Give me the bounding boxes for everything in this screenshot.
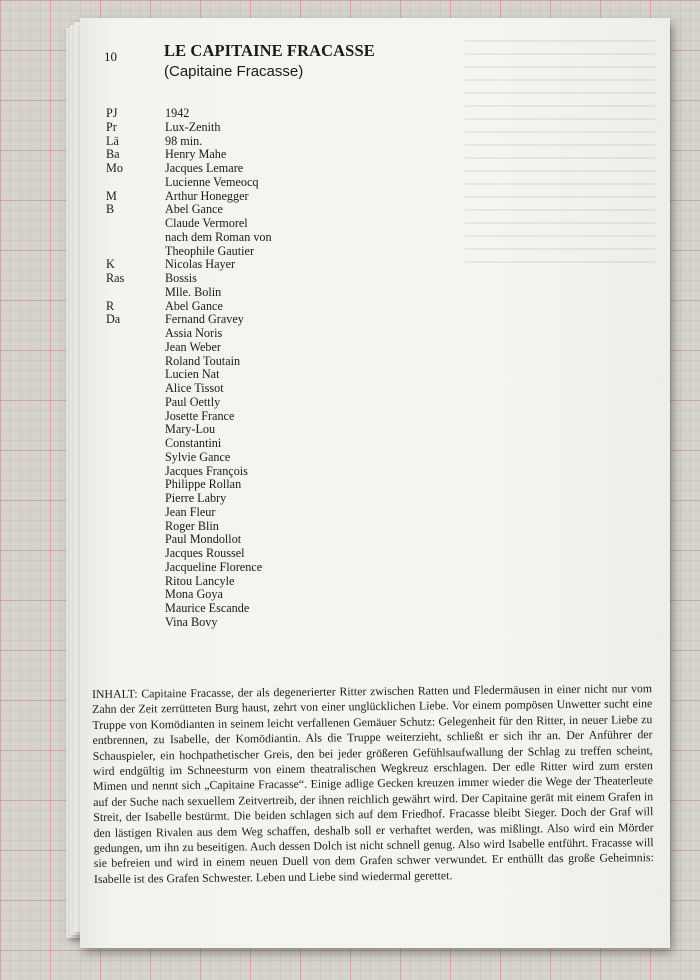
credit-key bbox=[106, 423, 165, 437]
credit-row bbox=[106, 355, 486, 369]
credit-key: Pr bbox=[106, 119, 117, 134]
credit-row bbox=[106, 410, 486, 424]
credit-row bbox=[106, 327, 486, 341]
credit-value: Lucienne Vemeocq bbox=[165, 174, 259, 189]
credit-row bbox=[106, 478, 486, 492]
credit-value: Jacques Roussel bbox=[165, 546, 245, 560]
credit-key: PJ bbox=[106, 106, 118, 120]
credit-row bbox=[106, 176, 486, 190]
credit-key: Da bbox=[106, 312, 121, 327]
credit-row bbox=[106, 465, 486, 479]
credit-key bbox=[106, 437, 165, 451]
credit-value: Abel Gance bbox=[165, 202, 223, 217]
credit-row bbox=[106, 547, 486, 561]
credit-value: Maurice Escande bbox=[165, 601, 250, 615]
credit-key bbox=[106, 231, 165, 245]
credit-row bbox=[106, 396, 486, 410]
credit-row bbox=[106, 286, 486, 300]
credit-value: Bossis bbox=[165, 271, 197, 285]
credit-key bbox=[106, 547, 165, 561]
credit-value: 1942 bbox=[165, 106, 190, 120]
credit-value: Abel Gance bbox=[165, 298, 223, 313]
credit-row bbox=[106, 368, 486, 382]
credit-row bbox=[106, 437, 486, 451]
credit-row bbox=[106, 506, 486, 520]
credit-row bbox=[106, 492, 486, 506]
credit-key: Ba bbox=[106, 147, 120, 162]
credit-key bbox=[106, 465, 165, 479]
credit-value: Sylvie Gance bbox=[165, 449, 231, 464]
credit-row bbox=[106, 451, 486, 465]
credit-value: Jacques François bbox=[165, 463, 248, 478]
credit-value: Vina Bovy bbox=[165, 614, 218, 629]
credit-value: Roland Toutain bbox=[165, 353, 241, 368]
credit-key bbox=[106, 492, 165, 506]
credit-key bbox=[106, 245, 165, 259]
credit-key bbox=[106, 602, 165, 616]
credit-row bbox=[106, 231, 486, 245]
credit-row bbox=[106, 616, 486, 630]
credit-value: Lux-Zenith bbox=[165, 119, 221, 134]
credit-row bbox=[106, 520, 486, 534]
credit-key: K bbox=[106, 257, 115, 272]
credit-row bbox=[106, 300, 486, 314]
credit-key: M bbox=[106, 188, 117, 203]
credit-value: Jean Weber bbox=[165, 339, 221, 354]
credit-row bbox=[106, 575, 486, 589]
credit-key: Lä bbox=[106, 133, 119, 148]
credit-value: Henry Mahe bbox=[165, 147, 227, 162]
credit-value: Paul Oettly bbox=[165, 394, 221, 409]
credit-row bbox=[106, 245, 486, 259]
credit-key: R bbox=[106, 298, 115, 313]
credit-key bbox=[106, 506, 165, 520]
credit-row bbox=[106, 561, 486, 575]
credit-key bbox=[106, 575, 165, 589]
credit-value: Josette France bbox=[165, 408, 235, 423]
credit-row bbox=[106, 602, 486, 616]
credit-key bbox=[106, 520, 165, 534]
credit-key bbox=[106, 561, 165, 575]
credit-row bbox=[106, 533, 486, 547]
credit-key bbox=[106, 176, 165, 190]
credit-row bbox=[106, 272, 486, 286]
credit-value: Paul Mondollot bbox=[165, 532, 242, 547]
credit-key bbox=[106, 286, 165, 300]
credit-key bbox=[106, 451, 165, 465]
synopsis-text: INHALT: Capitaine Fracasse, der als degenerierter Ritter zwischen Ratten und Fledermäusen in einer nicht nur vom Zahn der Zeit zerrütteten Burg haust, zehrt von einer unglücklichen Liebe. Vor einem pompösen Unwetter sucht eine Truppe von Komödianten in seinem leicht verfallenen Gemäuer Schutz: Gelegenheit für den Ritter, in neuer Liebe zu entbrennen, zu Isabelle, der Komödiantin. Als die Truppe weiterzieht, schließt er sich ihr an. Der Anführer der Schauspieler, ein hochpathetischer Greis, den bei jeder größeren Gefühlsaufwallung der Schlag zu treffen scheint, wird endgültig im Schneesturm von einem theatralischen Wegkreuz erschlagen. Der edle Ritter wird zum ersten Mimen und nennt sich „Capitaine Fracasse“. Einige adlige Gecken kreuzen immer wieder die Wege der Theaterleute auf der Suche nach sexuellem Zeitvertreib, der ihnen reichlich gewährt wird. Der Capitaine gerät mit einem Grafen in Streit, der Isabelle bestürmt. Die beiden schlagen sich auf dem Friedhof. Fracasse bleibt Sieger. Doch der Graf will den lästigen Rivalen aus dem Weg schaffen, deshalb soll er verhaftet werden, was mißlingt. Also wird ein Mörder gedungen, um ihn zu beseitigen. Auch dessen Dolch ist nicht schnell genug. Also wird Isabelle entführt. Fracasse will sie befreien und wird in einem neuen Duell von dem Grafen schwer verwundet. Er enthüllt das große Geheimnis: Isabelle ist des Grafen Schwester. Leben und Liebe sind wiedermal gerettet. bbox=[92, 681, 654, 886]
credit-value: Lucien Nat bbox=[165, 367, 220, 382]
credit-row bbox=[106, 423, 486, 437]
credit-value: Fernand Gravey bbox=[165, 312, 244, 327]
credit-key bbox=[106, 368, 165, 382]
credit-key: Mo bbox=[106, 161, 123, 175]
credit-row bbox=[106, 313, 486, 327]
credit-key bbox=[106, 533, 165, 547]
credit-value: Mlle. Bolin bbox=[165, 284, 222, 299]
film-subtitle: (Capitaine Fracasse) bbox=[164, 63, 304, 80]
credit-key bbox=[106, 396, 165, 410]
credit-key bbox=[106, 355, 165, 369]
credit-value: Roger Blin bbox=[165, 518, 219, 533]
credit-value: Philippe Rollan bbox=[165, 477, 242, 492]
credits-list bbox=[106, 107, 486, 630]
credit-row bbox=[106, 135, 486, 149]
credit-key bbox=[106, 588, 165, 602]
credit-row bbox=[106, 190, 486, 204]
credit-value: Jean Fleur bbox=[165, 504, 216, 519]
credit-value: Assia Noris bbox=[165, 326, 223, 340]
credit-value: Alice Tissot bbox=[165, 381, 224, 395]
credit-value: Arthur Honegger bbox=[165, 188, 249, 203]
credit-row bbox=[106, 121, 486, 135]
booklet-page bbox=[80, 18, 670, 948]
credit-value: 98 min. bbox=[165, 133, 203, 148]
credit-value: Jacqueline Florence bbox=[165, 559, 263, 574]
credit-key: B bbox=[106, 202, 115, 217]
credit-row bbox=[106, 382, 486, 396]
credit-key bbox=[106, 341, 165, 355]
credit-value: Constantini bbox=[165, 436, 222, 450]
credit-value: Ritou Lancyle bbox=[165, 573, 235, 588]
credit-row bbox=[106, 588, 486, 602]
credit-key bbox=[106, 616, 165, 630]
credit-row bbox=[106, 203, 486, 217]
credit-row bbox=[106, 217, 486, 231]
credit-key bbox=[106, 382, 165, 396]
credit-value: Theophile Gautier bbox=[165, 243, 255, 258]
credit-key bbox=[106, 327, 165, 341]
credit-key bbox=[106, 478, 165, 492]
credit-value: nach dem Roman von bbox=[165, 229, 272, 244]
credit-key: Ras bbox=[106, 271, 125, 285]
credit-value: Nicolas Hayer bbox=[165, 257, 236, 272]
credit-value: Pierre Labry bbox=[165, 491, 227, 505]
credit-value: Mary-Lou bbox=[165, 422, 216, 437]
credit-row bbox=[106, 341, 486, 355]
credit-row bbox=[106, 162, 486, 176]
credit-key bbox=[106, 217, 165, 231]
credit-row bbox=[106, 107, 486, 121]
credit-row bbox=[106, 148, 486, 162]
page-number: 10 bbox=[104, 49, 117, 64]
credit-value: Claude Vermorel bbox=[165, 216, 248, 230]
credit-value: Mona Goya bbox=[165, 587, 223, 602]
film-title: LE CAPITAINE FRACASSE bbox=[164, 41, 375, 60]
credit-row bbox=[106, 258, 486, 272]
credit-key bbox=[106, 410, 165, 424]
show-through-shadow bbox=[465, 40, 655, 270]
credit-value: Jacques Lemare bbox=[165, 161, 244, 175]
